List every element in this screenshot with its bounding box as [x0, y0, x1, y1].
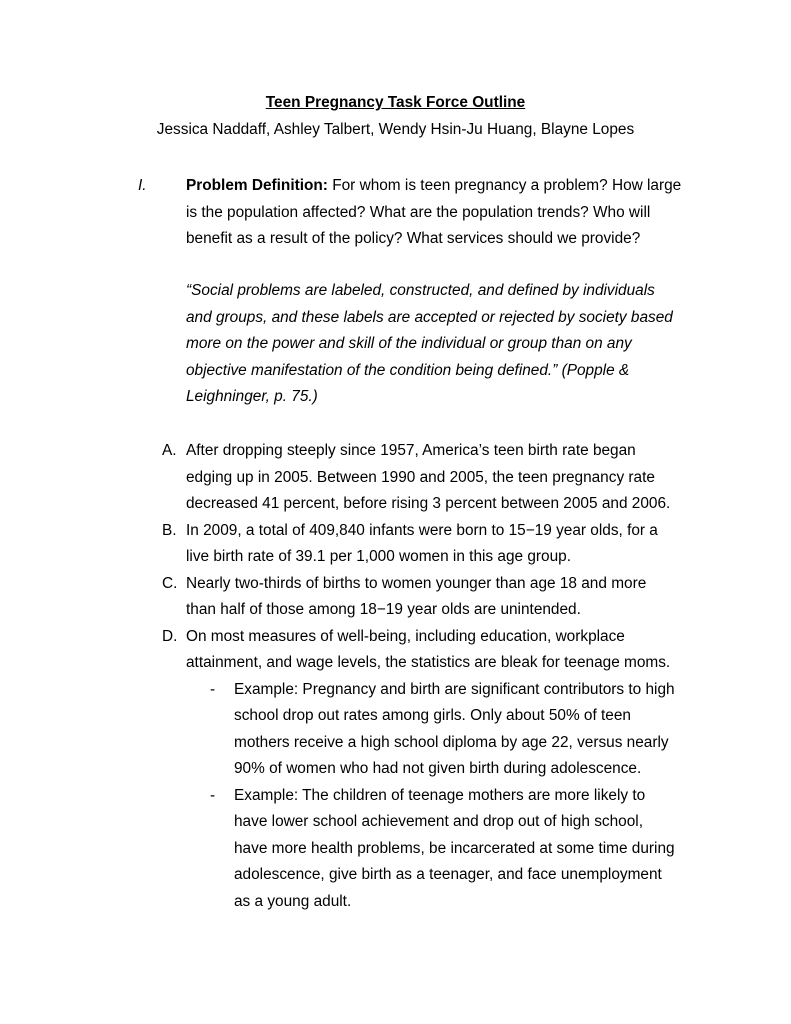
- list-item-text: On most measures of well-being, including education, workplace attainment, and wage levels, the statistics are bleak for teenage moms.: [186, 627, 671, 671]
- section-problem-definition: [186, 173, 686, 253]
- document-authors: Jessica Naddaff, Ashley Talbert, Wendy Hsin-Ju Huang, Blayne Lopes: [156, 121, 635, 138]
- list-item: [160, 518, 680, 571]
- list-item-letter: C.: [162, 574, 178, 592]
- list-item: [160, 438, 680, 518]
- section-text: For whom is teen pregnancy a problem? How large is the population affected? What are the population trends? Who will benefit as a result of the policy? What services should we provide?: [186, 177, 682, 247]
- sub-list-item: [210, 677, 680, 783]
- list-item: [160, 571, 680, 624]
- sub-list-item-dash: -: [210, 680, 216, 698]
- section-quote: “Social problems are labeled, constructed, and defined by individuals and groups, and these labels are accepted or rejected by society based more on the power and skill of the individual or group than on any objective manifestation of the condition being defined.” (Popple & Leighninger, p. 75.): [186, 282, 673, 405]
- list-item-letter: D.: [162, 627, 178, 645]
- sub-list-item: [210, 783, 680, 916]
- list-item-text: Nearly two-thirds of births to women younger than age 18 and more than half of those among 18−19 year olds are unintended.: [186, 574, 647, 618]
- list-item-text: After dropping steeply since 1957, America’s teen birth rate began edging up in 2005. Between 1990 and 2005, the teen pregnancy rate decreased 41 percent, before rising 3 percent between 2005 and 2006.: [186, 442, 671, 512]
- sub-list: [186, 677, 680, 916]
- section-number: I.: [138, 177, 147, 194]
- list-item: [160, 624, 680, 916]
- sub-list-item-dash: -: [210, 786, 216, 804]
- document-title: Teen Pregnancy Task Force Outline: [265, 94, 526, 111]
- sub-list-item-text: Example: The children of teenage mothers are more likely to have lower school achievement and drop out of high school, have more health problems, be incarcerated at some time during adolescence, give birth as a teenager, and face unemployment as a young adult.: [234, 786, 675, 910]
- list-item-text: In 2009, a total of 409,840 infants were born to 15−19 year olds, for a live birth rate of 39.1 per 1,000 women in this age group.: [186, 521, 658, 565]
- list-item-letter: B.: [162, 521, 177, 539]
- list-item-letter: A.: [162, 442, 177, 459]
- section-heading: Problem Definition:: [186, 177, 328, 194]
- sub-list-item-text: Example: Pregnancy and birth are significant contributors to high school drop out rates among girls. Only about 50% of teen mothers receive a high school diploma by age 22, versus nearly 90% of women who had not given birth during adolescence.: [234, 680, 675, 777]
- outline-list: [160, 438, 680, 915]
